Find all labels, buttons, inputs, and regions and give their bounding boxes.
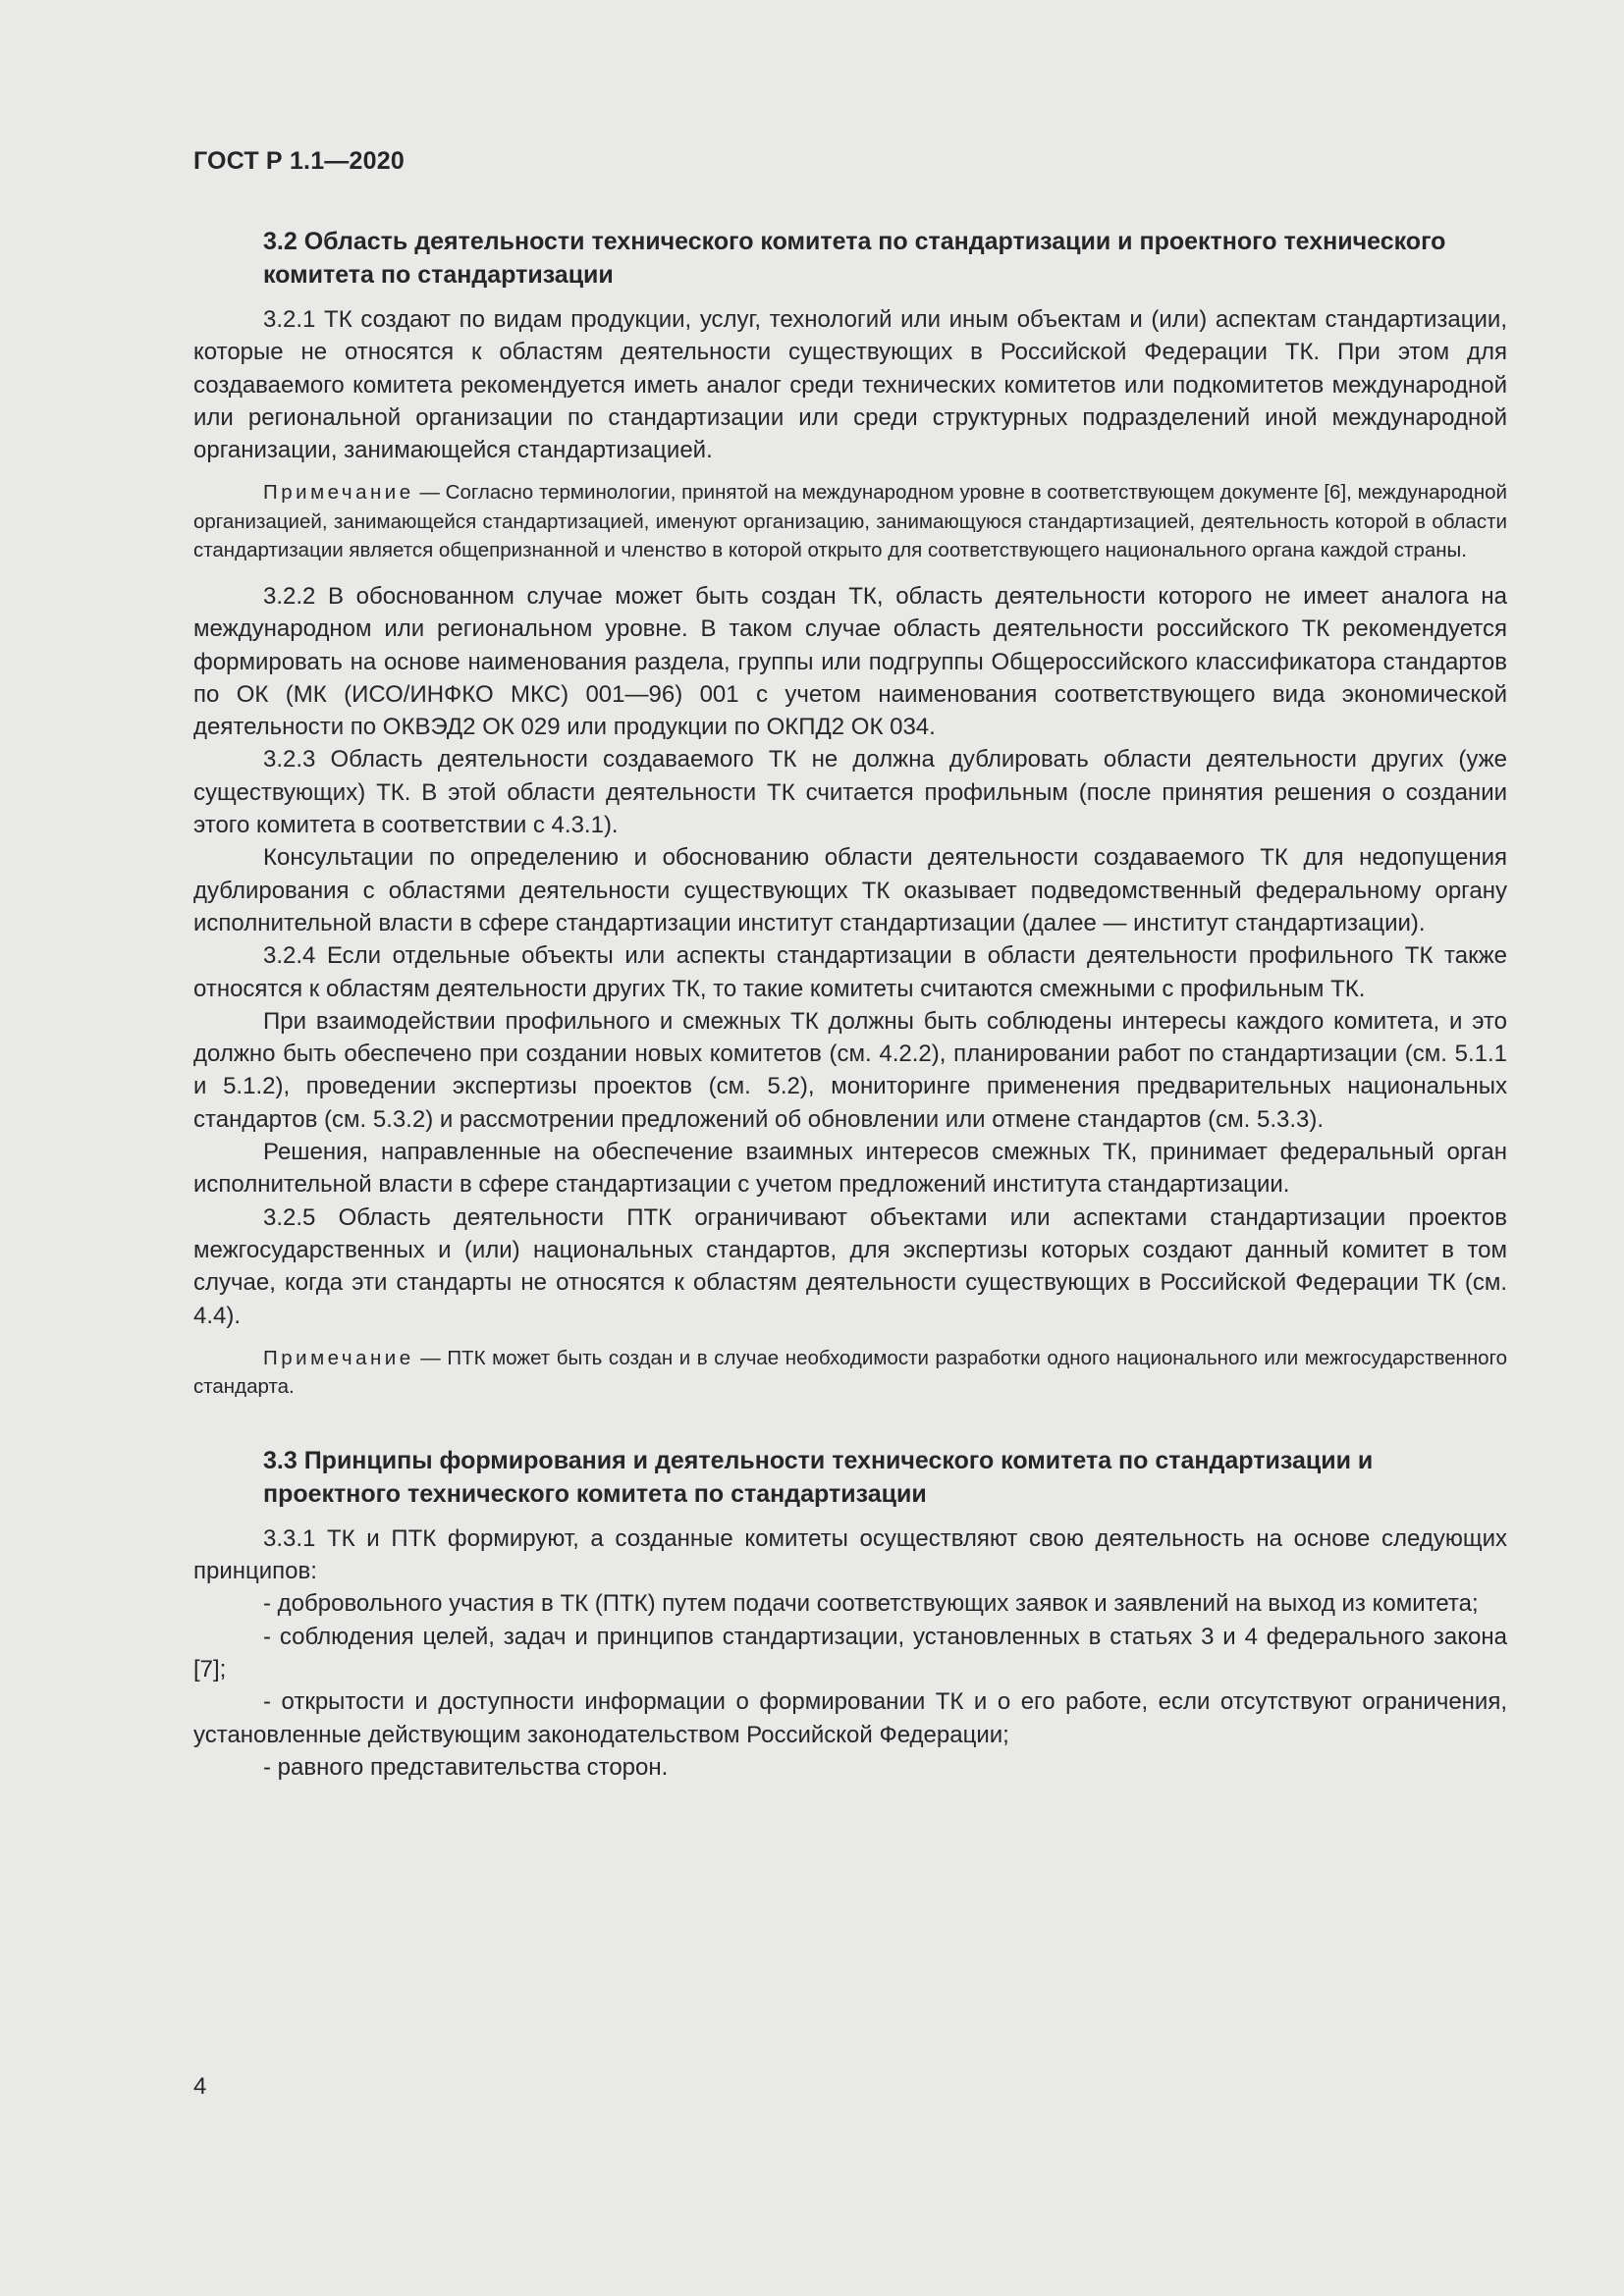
note-2-text: — ПТК может быть создан и в случае необходимости разработки одного национального или межгосударственного стандарта. [193, 1346, 1507, 1399]
note-2-label: Примечание [263, 1346, 414, 1369]
paragraph-3-2-3: 3.2.3 Область деятельности создаваемого ТК не должна дублировать области деятельности других (уже существующих) ТК. В этой области деятельности ТК считается профильным (после принятия решения о создании этого комитета в соответствии с 4.3.1). [193, 746, 1507, 839]
document-header: ГОСТ Р 1.1—2020 [193, 147, 405, 175]
paragraph-interaction: При взаимодействии профильного и смежных ТК должны быть соблюдены интересы каждого комитета, и это должно быть обеспечено при создании новых комитетов (см. 4.2.2), планировании работ по стандартизации (см. 5.1.1 и 5.1.2), проведении экспертизы проектов (см. 5.2), мониторинге применения предварительных национальных стандартов (см. 5.3.2) и рассмотрении предложений об обновлении или отмене стандартов (см. 5.3.3). [193, 1007, 1507, 1133]
paragraph-3-2-1: 3.2.1 ТК создают по видам продукции, услуг, технологий или иным объектам и (или) аспектам стандартизации, которые не относятся к областям деятельности существующих в Российской Федерации ТК. При этом для создаваемого комитета рекомендуется иметь аналог среди технических комитетов или подкомитетов международной или региональной организации по стандартизации или среди структурных подразделений иной международной организации, занимающейся стандартизацией. [193, 306, 1507, 464]
paragraph-consultations: Консультации по определению и обоснованию области деятельности создаваемого ТК для недопущения дублирования с областями деятельности существующих ТК оказывает подведомственный федеральному органу исполнительной власти в сфере стандартизации институт стандартизации (далее — институт стандартизации). [193, 844, 1507, 936]
note-1-label: Примечание [263, 481, 414, 505]
list-item: - равного представительства сторон. [263, 1753, 669, 1781]
page-content [193, 225, 1507, 1784]
list-item: - добровольного участия в ТК (ПТК) путем подачи соответствующих заявок и заявлений на выход из комитета; [263, 1590, 1479, 1618]
list-item: - соблюдения целей, задач и принципов стандартизации, установленных в статьях 3 и 4 федерального закона [7]; [193, 1623, 1507, 1682]
paragraph-3-2-4: 3.2.4 Если отдельные объекты или аспекты стандартизации в области деятельности профильного ТК также относятся к областям деятельности других ТК, то такие комитеты считаются смежными с профильным ТК. [193, 942, 1507, 1002]
list-item: - открытости и доступности информации о формировании ТК и о его работе, если отсутствуют ограничения, установленные действующим законодательством Российской Федерации; [193, 1688, 1507, 1748]
page-number: 4 [193, 2073, 207, 2100]
paragraph-3-3-1: 3.3.1 ТК и ПТК формируют, а созданные комитеты осуществляют свою деятельность на основе следующих принципов: [193, 1524, 1507, 1585]
note-1-text: — Согласно терминологии, принятой на международном уровне в соответствующем документе [6], международной организацией, занимающейся стандартизацией, именуют организацию, занимающуюся стандартизацией, деятельность которой в области стандартизации является общепризнанной и членство в которой открыто для соответствующего национального органа каждой страны. [193, 481, 1507, 562]
section-3-2-title: 3.2 Область деятельности технического комитета по стандартизации и проектного технического комитета по стандартизации [263, 228, 1446, 289]
paragraph-3-2-2: 3.2.2 В обоснованном случае может быть создан ТК, область деятельности которого не имеет аналога на международном или региональном уровне. В таком случае область деятельности российского ТК рекомендуется формировать на основе наименования раздела, группы или подгруппы Общероссийского классификатора стандартов по ОК (МК (ИСО/ИНФКО МКС) 001—96) 001 с учетом наименования соответствующего вида экономической деятельности по ОКВЭД2 ОК 029 или продукции по ОКПД2 ОК 034. [193, 582, 1507, 741]
paragraph-decisions: Решения, направленные на обеспечение взаимных интересов смежных ТК, принимает федеральный орган исполнительной власти в сфере стандартизации с учетом предложений института стандартизации. [193, 1139, 1507, 1199]
section-3-3-title: 3.3 Принципы формирования и деятельности технического комитета по стандартизации и проектного технического комитета по стандартизации [263, 1446, 1374, 1508]
paragraph-3-2-5: 3.2.5 Область деятельности ПТК ограничивают объектами или аспектами стандартизации проектов межгосударственных и (или) национальных стандартов, для экспертизы которых создают данный комитет в том случае, когда эти стандарты не относятся к областям деятельности существующих в Российской Федерации ТК (см. 4.4). [193, 1203, 1507, 1329]
note-2 [193, 1344, 1507, 1402]
note-1 [193, 478, 1507, 565]
